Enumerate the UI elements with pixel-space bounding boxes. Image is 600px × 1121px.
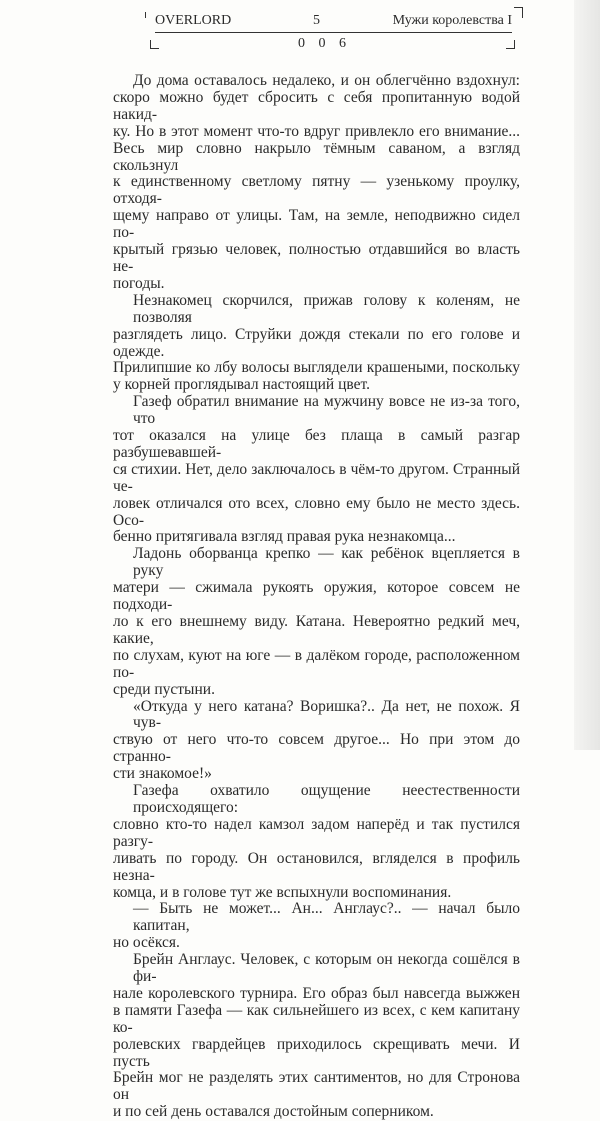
running-header bbox=[155, 8, 512, 33]
text-line: разглядеть лицо. Струйки дождя стекали по его голове и одежде. bbox=[113, 325, 520, 360]
crop-mark bbox=[506, 40, 515, 49]
text-line: словно кто-то надел камзол задом наперёд и так пустился разгу- bbox=[113, 815, 520, 850]
paragraph bbox=[113, 394, 520, 546]
text-line: ролевских гвардейцев приходилось скрещивать мечи. И пусть bbox=[113, 1035, 520, 1070]
crop-mark bbox=[514, 7, 523, 18]
text-line: тот оказался на улице без плаща в самый разгар разбушевавшей- bbox=[113, 427, 520, 461]
crop-mark bbox=[145, 12, 146, 18]
text-line: по слухам, куют на юге — в далёком городе, расположенном по- bbox=[113, 646, 520, 681]
text-line: Брейн мог не разделять этих сантиментов, но для Стронова он bbox=[113, 1069, 520, 1104]
page-number: 0 0 6 bbox=[298, 36, 351, 51]
paragraph bbox=[113, 293, 520, 394]
text-line: Незнакомец скорчился, прижав голову к коленям, не позволяя bbox=[133, 291, 520, 326]
text-line: у корней проглядывал настоящий цвет. bbox=[113, 376, 370, 394]
text-line: ловек отличался ото всех, словно ему было не место здесь. Осо- bbox=[113, 494, 520, 529]
paragraph bbox=[113, 73, 520, 293]
text-line: До дома оставалось недалеко, и он облегчённо вздохнул: bbox=[133, 72, 520, 89]
text-line: сти знакомое!» bbox=[113, 765, 212, 783]
page-edge-shadow bbox=[574, 0, 600, 750]
text-line: — Быть не может... Ан... Англаус?.. — начал было капитан, bbox=[133, 900, 520, 935]
text-line: Брейн Англаус. Человек, с которым он некогда сошёлся в фи- bbox=[133, 951, 520, 986]
text-line: ливать по городу. Он остановился, вгляделся в профиль незна- bbox=[113, 849, 520, 884]
body-text bbox=[113, 73, 520, 1121]
series-title: OVERLORD bbox=[155, 13, 232, 28]
text-line: ку. Но в этот момент что-то вдруг привлекло его внимание... bbox=[113, 122, 520, 140]
text-line: ствую от него что-то совсем другое... Но при этом до странно- bbox=[113, 731, 520, 766]
volume-number: 5 bbox=[313, 13, 320, 28]
text-line: Ладонь оборванца крепко — как ребёнок вцепляется в руку bbox=[133, 545, 520, 580]
text-line: ло к его внешнему виду. Катана. Невероятно редкий меч, какие, bbox=[113, 613, 520, 647]
text-line: комца, и в голове тут же вспыхнули воспоминания. bbox=[113, 883, 452, 901]
crop-mark bbox=[150, 40, 159, 49]
paragraph bbox=[113, 783, 520, 901]
text-line: Газефа охватило ощущение неестественности происходящего: bbox=[133, 782, 520, 816]
paragraph bbox=[113, 699, 520, 784]
text-line: погоды. bbox=[113, 274, 165, 292]
text-line: Весь мир словно накрыло тёмным саваном, а взгляд скользнул bbox=[113, 139, 520, 174]
text-line: нале королевского турнира. Его образ был навсегда выжжен bbox=[113, 984, 520, 1002]
text-line: к единственному светлому пятну — узенькому проулку, отходя- bbox=[113, 173, 520, 208]
text-line: и по сей день оставался достойным соперником. bbox=[113, 1103, 434, 1121]
text-line: среди пустыни. bbox=[113, 680, 215, 698]
text-line: в памяти Газефа — как сильнейшего из всех, с кем капитану ко- bbox=[113, 1001, 520, 1036]
text-line: Газеф обратил внимание на мужчину вовсе не из-за того, что bbox=[133, 393, 520, 428]
text-line: Прилипшие ко лбу волосы выглядели крашеными, поскольку bbox=[113, 359, 520, 377]
paragraph bbox=[113, 952, 520, 1121]
text-line: бенно притягивала взгляд правая рука незнакомца... bbox=[113, 528, 456, 546]
text-line: матери — сжимала рукоять оружия, которое совсем не подходи- bbox=[113, 579, 520, 614]
paragraph bbox=[113, 546, 520, 698]
text-line: «Откуда у него катана? Воришка?.. Да нет, не похож. Я чув- bbox=[133, 697, 520, 732]
text-line: щему направо от улицы. Там, на земле, неподвижно сидел по- bbox=[113, 207, 520, 242]
text-line: крытый грязью человек, полностью отдавшийся во власть не- bbox=[113, 241, 520, 275]
text-line: ся стихии. Нет, дело заключалось в чём-то другом. Странный че- bbox=[113, 460, 520, 495]
chapter-title: Мужи королевства I bbox=[392, 13, 512, 28]
paragraph bbox=[113, 901, 520, 952]
text-line: но осёкся. bbox=[113, 934, 180, 952]
text-line: скоро можно будет сбросить с себя пропитанную водой накид- bbox=[113, 88, 520, 123]
